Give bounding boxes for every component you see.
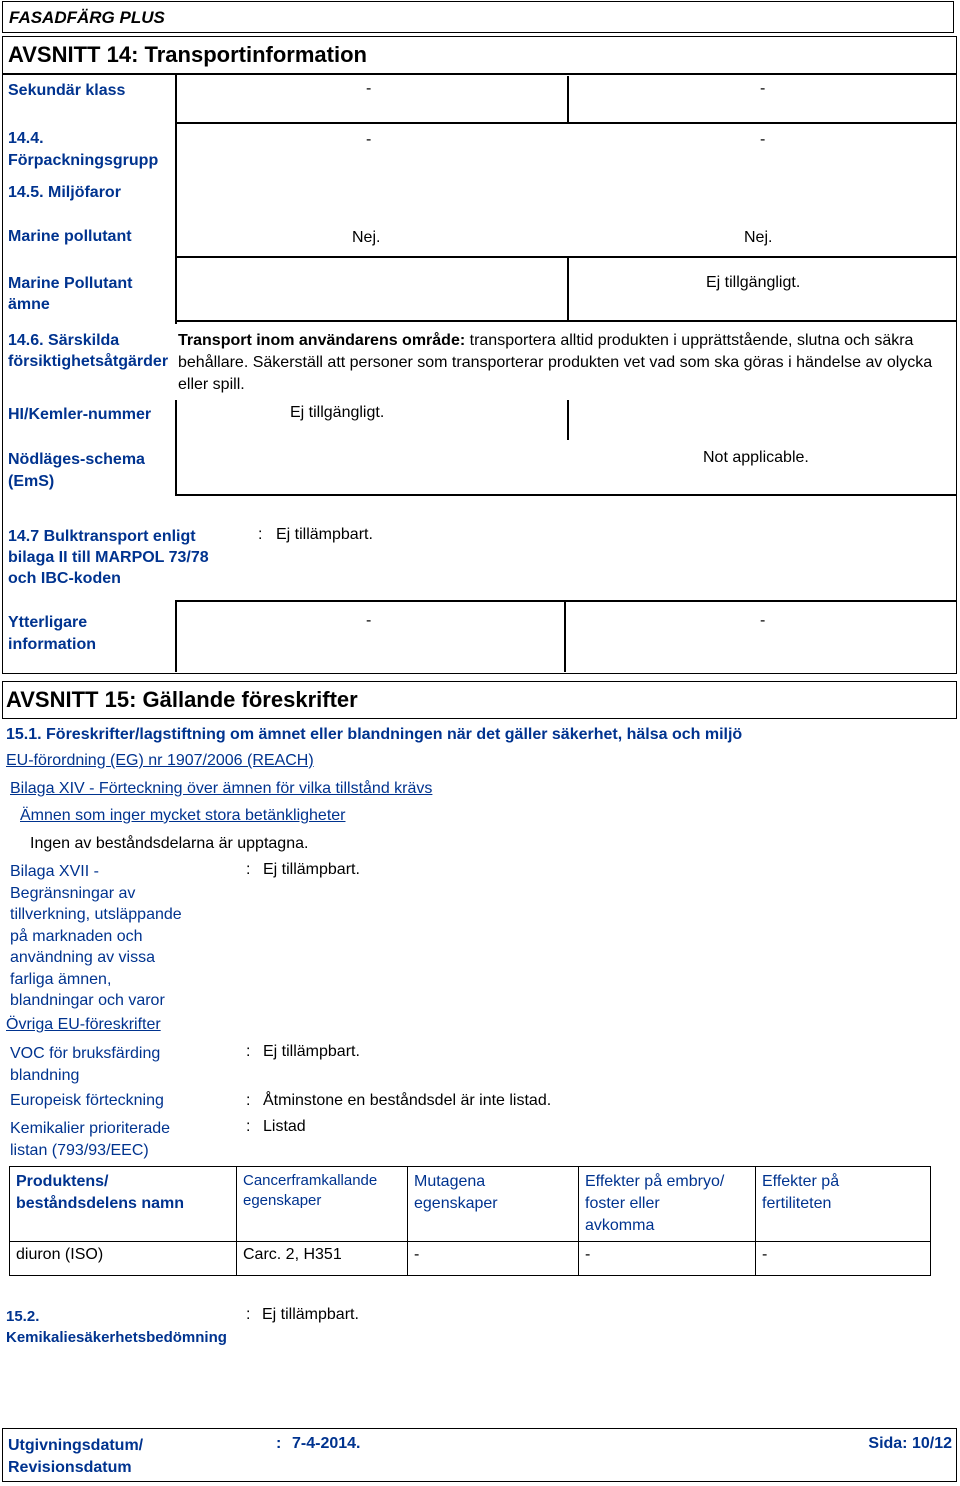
table-header: Produktens/ beståndsdelens namn bbox=[10, 1167, 237, 1242]
ems-value: Not applicable. bbox=[703, 449, 809, 466]
priority-list-value: Listad bbox=[263, 1118, 306, 1135]
ems-label: Nödläges-schema (EmS) bbox=[8, 451, 145, 490]
csa-label: 15.2. Kemikaliesäkerhetsbedömning bbox=[6, 1308, 227, 1346]
table-header: Effekter på embryo/ foster eller avkomma bbox=[579, 1167, 756, 1242]
divider bbox=[567, 76, 569, 122]
priority-list-colon: : bbox=[246, 1118, 251, 1135]
csa-value: Ej tillämpbart. bbox=[262, 1306, 359, 1323]
divider bbox=[175, 600, 957, 602]
special-precautions-label: 14.6. Särskilda försiktighetsåtgärder bbox=[8, 332, 169, 370]
hi-kemler-label: HI/Kemler-nummer bbox=[8, 406, 152, 423]
hi-kemler-value: Ej tillgängligt. bbox=[290, 404, 385, 421]
special-precautions-text bbox=[178, 330, 954, 396]
issue-date-value: 7-4-2014. bbox=[292, 1435, 361, 1452]
priority-list-label: Kemikalier prioriterade listan (793/93/EEC) bbox=[10, 1120, 171, 1159]
annex17-label: Bilaga XVII - Begränsningar av tillverkning, utsläppande på marknaden och användning av vissa farliga ämnen, blandningar och varor bbox=[10, 863, 182, 1009]
csa-colon: : bbox=[246, 1306, 251, 1323]
section15-title: AVSNITT 15: Gällande föreskrifter bbox=[6, 687, 358, 712]
annex17-colon: : bbox=[246, 861, 251, 878]
cmr-table bbox=[9, 1166, 931, 1276]
divider bbox=[175, 494, 957, 496]
bulk-transport-label: 14.7 Bulktransport enligt bilaga II till MARPOL 73/78 och IBC-koden bbox=[8, 528, 209, 587]
table-cell: - bbox=[756, 1242, 931, 1276]
divider bbox=[564, 600, 566, 672]
eur-inventory-value: Åtminstone en beståndsdel är inte listad. bbox=[263, 1092, 552, 1109]
marine-pollutant-substance-value: Ej tillgängligt. bbox=[706, 274, 801, 291]
table-cell: - bbox=[408, 1242, 579, 1276]
section14-title: AVSNITT 14: Transportinformation bbox=[8, 42, 367, 67]
marine-pollutant-value-1: Nej. bbox=[352, 229, 381, 246]
marine-pollutant-label: Marine pollutant bbox=[8, 228, 132, 245]
additional-info-label: Ytterligare information bbox=[8, 614, 96, 653]
footer-box bbox=[2, 1428, 957, 1482]
divider bbox=[2, 73, 957, 75]
svhc-heading: Ämnen som inger mycket stora betänkligheter bbox=[20, 807, 346, 824]
bulk-transport-colon: : bbox=[258, 526, 263, 543]
issue-date-colon: : bbox=[276, 1435, 282, 1452]
table-cell: - bbox=[579, 1242, 756, 1276]
table-cell: Carc. 2, H351 bbox=[237, 1242, 408, 1276]
voc-value: Ej tillämpbart. bbox=[263, 1043, 360, 1060]
none-listed-text: Ingen av beståndsdelarna är upptagna. bbox=[30, 835, 309, 852]
additional-info-value-2: - bbox=[760, 612, 766, 629]
reach-heading: EU-förordning (EG) nr 1907/2006 (REACH) bbox=[6, 752, 314, 769]
eur-inventory-label: Europeisk förteckning bbox=[10, 1092, 164, 1109]
table-row bbox=[10, 1242, 931, 1276]
voc-colon: : bbox=[246, 1043, 251, 1060]
annex17-value: Ej tillämpbart. bbox=[263, 861, 360, 878]
other-eu-heading: Övriga EU-föreskrifter bbox=[6, 1016, 161, 1033]
issue-date-label: Utgivningsdatum/ Revisionsdatum bbox=[8, 1437, 144, 1476]
eur-inventory-colon: : bbox=[246, 1092, 251, 1109]
regulations-subheading: 15.1. Föreskrifter/lagstiftning om ämnet eller blandningen när det gäller säkerhet, hälsa och miljö bbox=[6, 726, 743, 743]
table-header: Mutagena egenskaper bbox=[408, 1167, 579, 1242]
table-header: Effekter på fertiliteten bbox=[756, 1167, 931, 1242]
divider bbox=[567, 256, 569, 320]
marine-pollutant-substance-label: Marine Pollutant ämne bbox=[8, 275, 133, 313]
secondary-class-value-1: - bbox=[366, 80, 372, 97]
divider bbox=[567, 400, 569, 440]
special-precautions-bold: Transport inom användarens område: bbox=[178, 332, 466, 349]
divider bbox=[175, 320, 957, 322]
packing-group-label: 14.4. Förpackningsgrupp bbox=[8, 130, 159, 169]
table-cell: diuron (ISO) bbox=[10, 1242, 237, 1276]
table-header: Cancerframkallande egenskaper bbox=[237, 1167, 408, 1242]
voc-label: VOC för bruksfärding blandning bbox=[10, 1045, 161, 1084]
page-number: Sida: 10/12 bbox=[868, 1435, 952, 1452]
packing-group-value-2: - bbox=[760, 131, 766, 148]
divider bbox=[175, 74, 177, 324]
divider bbox=[175, 122, 957, 124]
divider bbox=[175, 256, 957, 258]
secondary-class-label: Sekundär klass bbox=[8, 82, 126, 99]
divider bbox=[175, 600, 177, 672]
bulk-transport-value: Ej tillämpbart. bbox=[276, 526, 373, 543]
table-header-row bbox=[10, 1167, 931, 1242]
annex14-heading: Bilaga XIV - Förteckning över ämnen för vilka tillstånd krävs bbox=[10, 780, 433, 797]
additional-info-value-1: - bbox=[366, 612, 372, 629]
secondary-class-value-2: - bbox=[760, 80, 766, 97]
packing-group-value-1: - bbox=[366, 131, 372, 148]
special-precautions-body: transportera alltid produkten i upprättstående, slutna och säkra behållare. Säkerställ att personer som transporterar produkten vet vad som ska göras i händelse av olycka eller spill. bbox=[178, 332, 933, 393]
divider bbox=[175, 400, 177, 494]
marine-pollutant-value-2: Nej. bbox=[744, 229, 773, 246]
product-name-header: FASADFÄRG PLUS bbox=[2, 1, 954, 33]
env-hazards-label: 14.5. Miljöfaror bbox=[8, 184, 121, 201]
